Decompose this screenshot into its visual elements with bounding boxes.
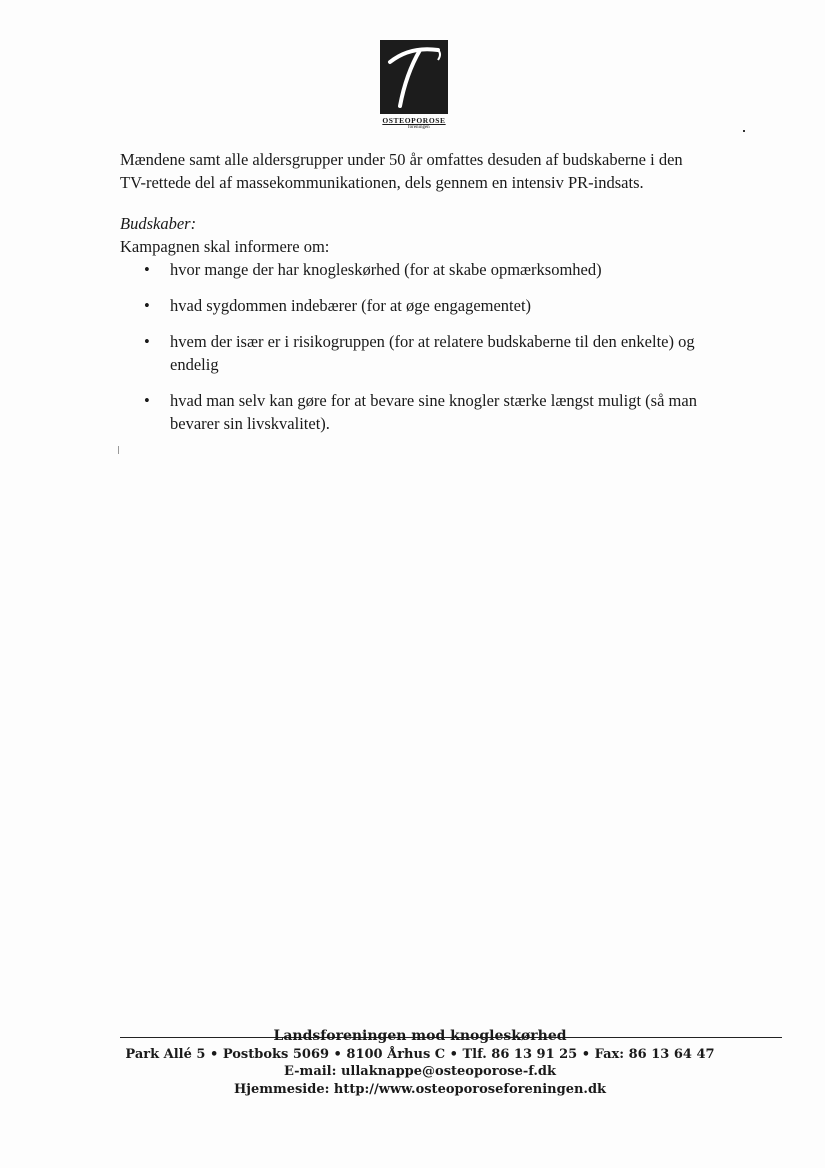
- footer: [120, 1028, 720, 1098]
- body-text: [120, 148, 710, 448]
- section-heading: Budskaber:: [120, 214, 197, 233]
- footer-website: Hjemmeside: http://www.osteoporoseforeningen.dk: [233, 1081, 607, 1097]
- logo-name: OSTEOPOROSE: [382, 116, 446, 125]
- list-item: [120, 330, 710, 376]
- logo-subtitle: foreningen: [408, 125, 430, 130]
- footer-email: E-mail: ullaknappe@osteoporose-f.dk: [284, 1064, 556, 1079]
- intro-paragraph: Mændene samt alle aldersgrupper under 50 år omfattes desuden af budskaberne i den TV-rettede del af massekommunikationen, dels gennem en intensiv PR-indsats.: [120, 150, 683, 192]
- bullet-icon: •: [144, 332, 150, 351]
- list-item: [120, 294, 710, 317]
- footer-address: Park Allé 5 • Postboks 5069 • 8100 Århus C • Tlf. 86 13 91 25 • Fax: 86 13 64 47: [125, 1046, 715, 1062]
- list-intro: Kampagnen skal informere om:: [120, 237, 330, 256]
- list-item: [120, 389, 710, 435]
- list-item-text: hvor mange der har knogleskørhed (for at skabe opmærksomhed): [170, 260, 602, 279]
- message-list: [120, 258, 710, 435]
- bullet-icon: •: [144, 296, 150, 315]
- scan-speck: [743, 130, 745, 132]
- list-item-text: hvem der især er i risikogruppen (for at relatere budskaberne til den enkelte) og endelig: [170, 332, 695, 374]
- list-item-text: hvad man selv kan gøre for at bevare sine knogler stærke længst muligt (så man bevarer sin livskvalitet).: [170, 391, 697, 433]
- osteoporose-logo: [378, 40, 450, 130]
- footer-org: Landsforeningen mod knogleskørhed: [273, 1028, 567, 1044]
- scan-mark: [118, 446, 119, 454]
- bullet-icon: •: [144, 260, 150, 279]
- bullet-icon: •: [144, 391, 150, 410]
- list-item-text: hvad sygdommen indebærer (for at øge engagementet): [170, 296, 532, 315]
- list-item: [120, 258, 710, 281]
- logo-mark-icon: [380, 40, 448, 114]
